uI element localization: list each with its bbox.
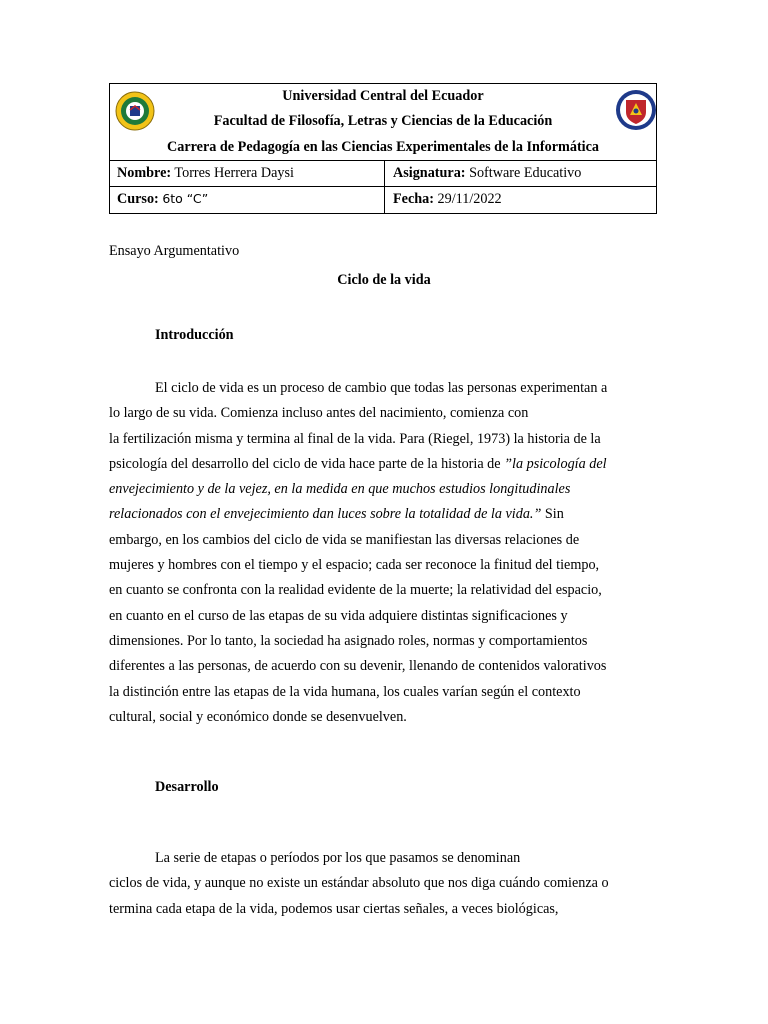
subject-cell: [384, 161, 656, 186]
subject-value: Software Educativo: [469, 165, 582, 181]
paragraph-line: La serie de etapas o períodos por los que pasamos se denominan: [155, 850, 521, 866]
info-row-name-subject: [110, 160, 656, 186]
line-text: psicología del desarrollo del ciclo de vida hace parte de la historia de: [109, 455, 501, 472]
faculty-shield-icon: [615, 89, 657, 131]
name-label: Nombre:: [117, 165, 172, 181]
paragraph-line: lo largo de su vida. Comienza incluso antes del nacimiento, comienza con: [109, 405, 529, 422]
paragraph-line: [109, 477, 657, 502]
date-cell: [384, 187, 656, 213]
paragraph-line: dimensiones. Por lo tanto, la sociedad ha asignado roles, normas y comportamientos: [109, 632, 588, 649]
course-cell: [117, 187, 383, 213]
quote-text: relacionados con el envejecimiento dan luces sobre la totalidad de la vida.”: [109, 506, 542, 523]
faculty-name: Facultad de Filosofía, Letras y Ciencias de la Educación: [213, 113, 553, 129]
introduction-heading: Introducción: [155, 327, 234, 343]
name-value: Torres Herrera Daysi: [174, 165, 294, 181]
paragraph-line: El ciclo de vida es un proceso de cambio que todas las personas experimentan a: [155, 380, 608, 396]
quote-text: envejecimiento y de la vejez, en la medida en que muchos estudios longitudinales: [109, 481, 571, 498]
course-label: Curso:: [117, 191, 159, 207]
paragraph-line: [109, 502, 657, 527]
paragraph-line: en cuanto se confronta con la realidad evidente de la muerte; la relatividad del espacio,: [109, 582, 602, 599]
development-paragraph: [109, 846, 657, 922]
introduction-paragraph: [109, 376, 657, 730]
paragraph-line: embargo, en los cambios del ciclo de vida se manifiestan las diversas relaciones de: [109, 531, 580, 548]
development-heading: Desarrollo: [155, 779, 219, 795]
document-type: Ensayo Argumentativo: [109, 243, 240, 259]
quote-text: ”la psicología del: [504, 455, 607, 472]
university-name: Universidad Central del Ecuador: [282, 88, 484, 104]
paragraph-line: ciclos de vida, y aunque no existe un estándar absoluto que nos diga cuándo comienza o: [109, 875, 609, 892]
career-name: Carrera de Pedagogía en las Ciencias Experimentales de la Informática: [167, 139, 599, 155]
paragraph-line: la distinción entre las etapas de la vida humana, los cuales varían según el contexto: [109, 683, 581, 700]
header-table: [109, 83, 657, 214]
paragraph-line: cultural, social y económico donde se desenvuelven.: [109, 708, 407, 725]
institution-header: [110, 84, 656, 160]
paragraph-line: termina cada etapa de la vida, podemos usar ciertas señales, a veces biológicas,: [109, 900, 559, 917]
paragraph-line: diferentes a las personas, de acuerdo con su devenir, llenando de contenidos valorativos: [109, 658, 607, 675]
date-value: 29/11/2022: [437, 191, 502, 207]
paragraph-line: mujeres y hombres con el tiempo y el espacio; cada ser reconoce la finitud del tiempo,: [109, 557, 600, 574]
line-text: Sin: [544, 506, 564, 523]
date-label: Fecha:: [393, 191, 434, 207]
info-row-course-date: [110, 186, 656, 213]
course-value: 6to “C”: [162, 191, 209, 206]
subject-label: Asignatura:: [393, 165, 466, 181]
paragraph-line: [109, 452, 657, 477]
student-name-cell: [117, 161, 383, 186]
document-title: Ciclo de la vida: [337, 272, 431, 288]
paragraph-line: la fertilización misma y termina al final de la vida. Para (Riegel, 1973) la historia de la: [109, 430, 601, 447]
paragraph-line: en cuanto en el curso de las etapas de su vida adquiere distintas significaciones y: [109, 607, 568, 624]
